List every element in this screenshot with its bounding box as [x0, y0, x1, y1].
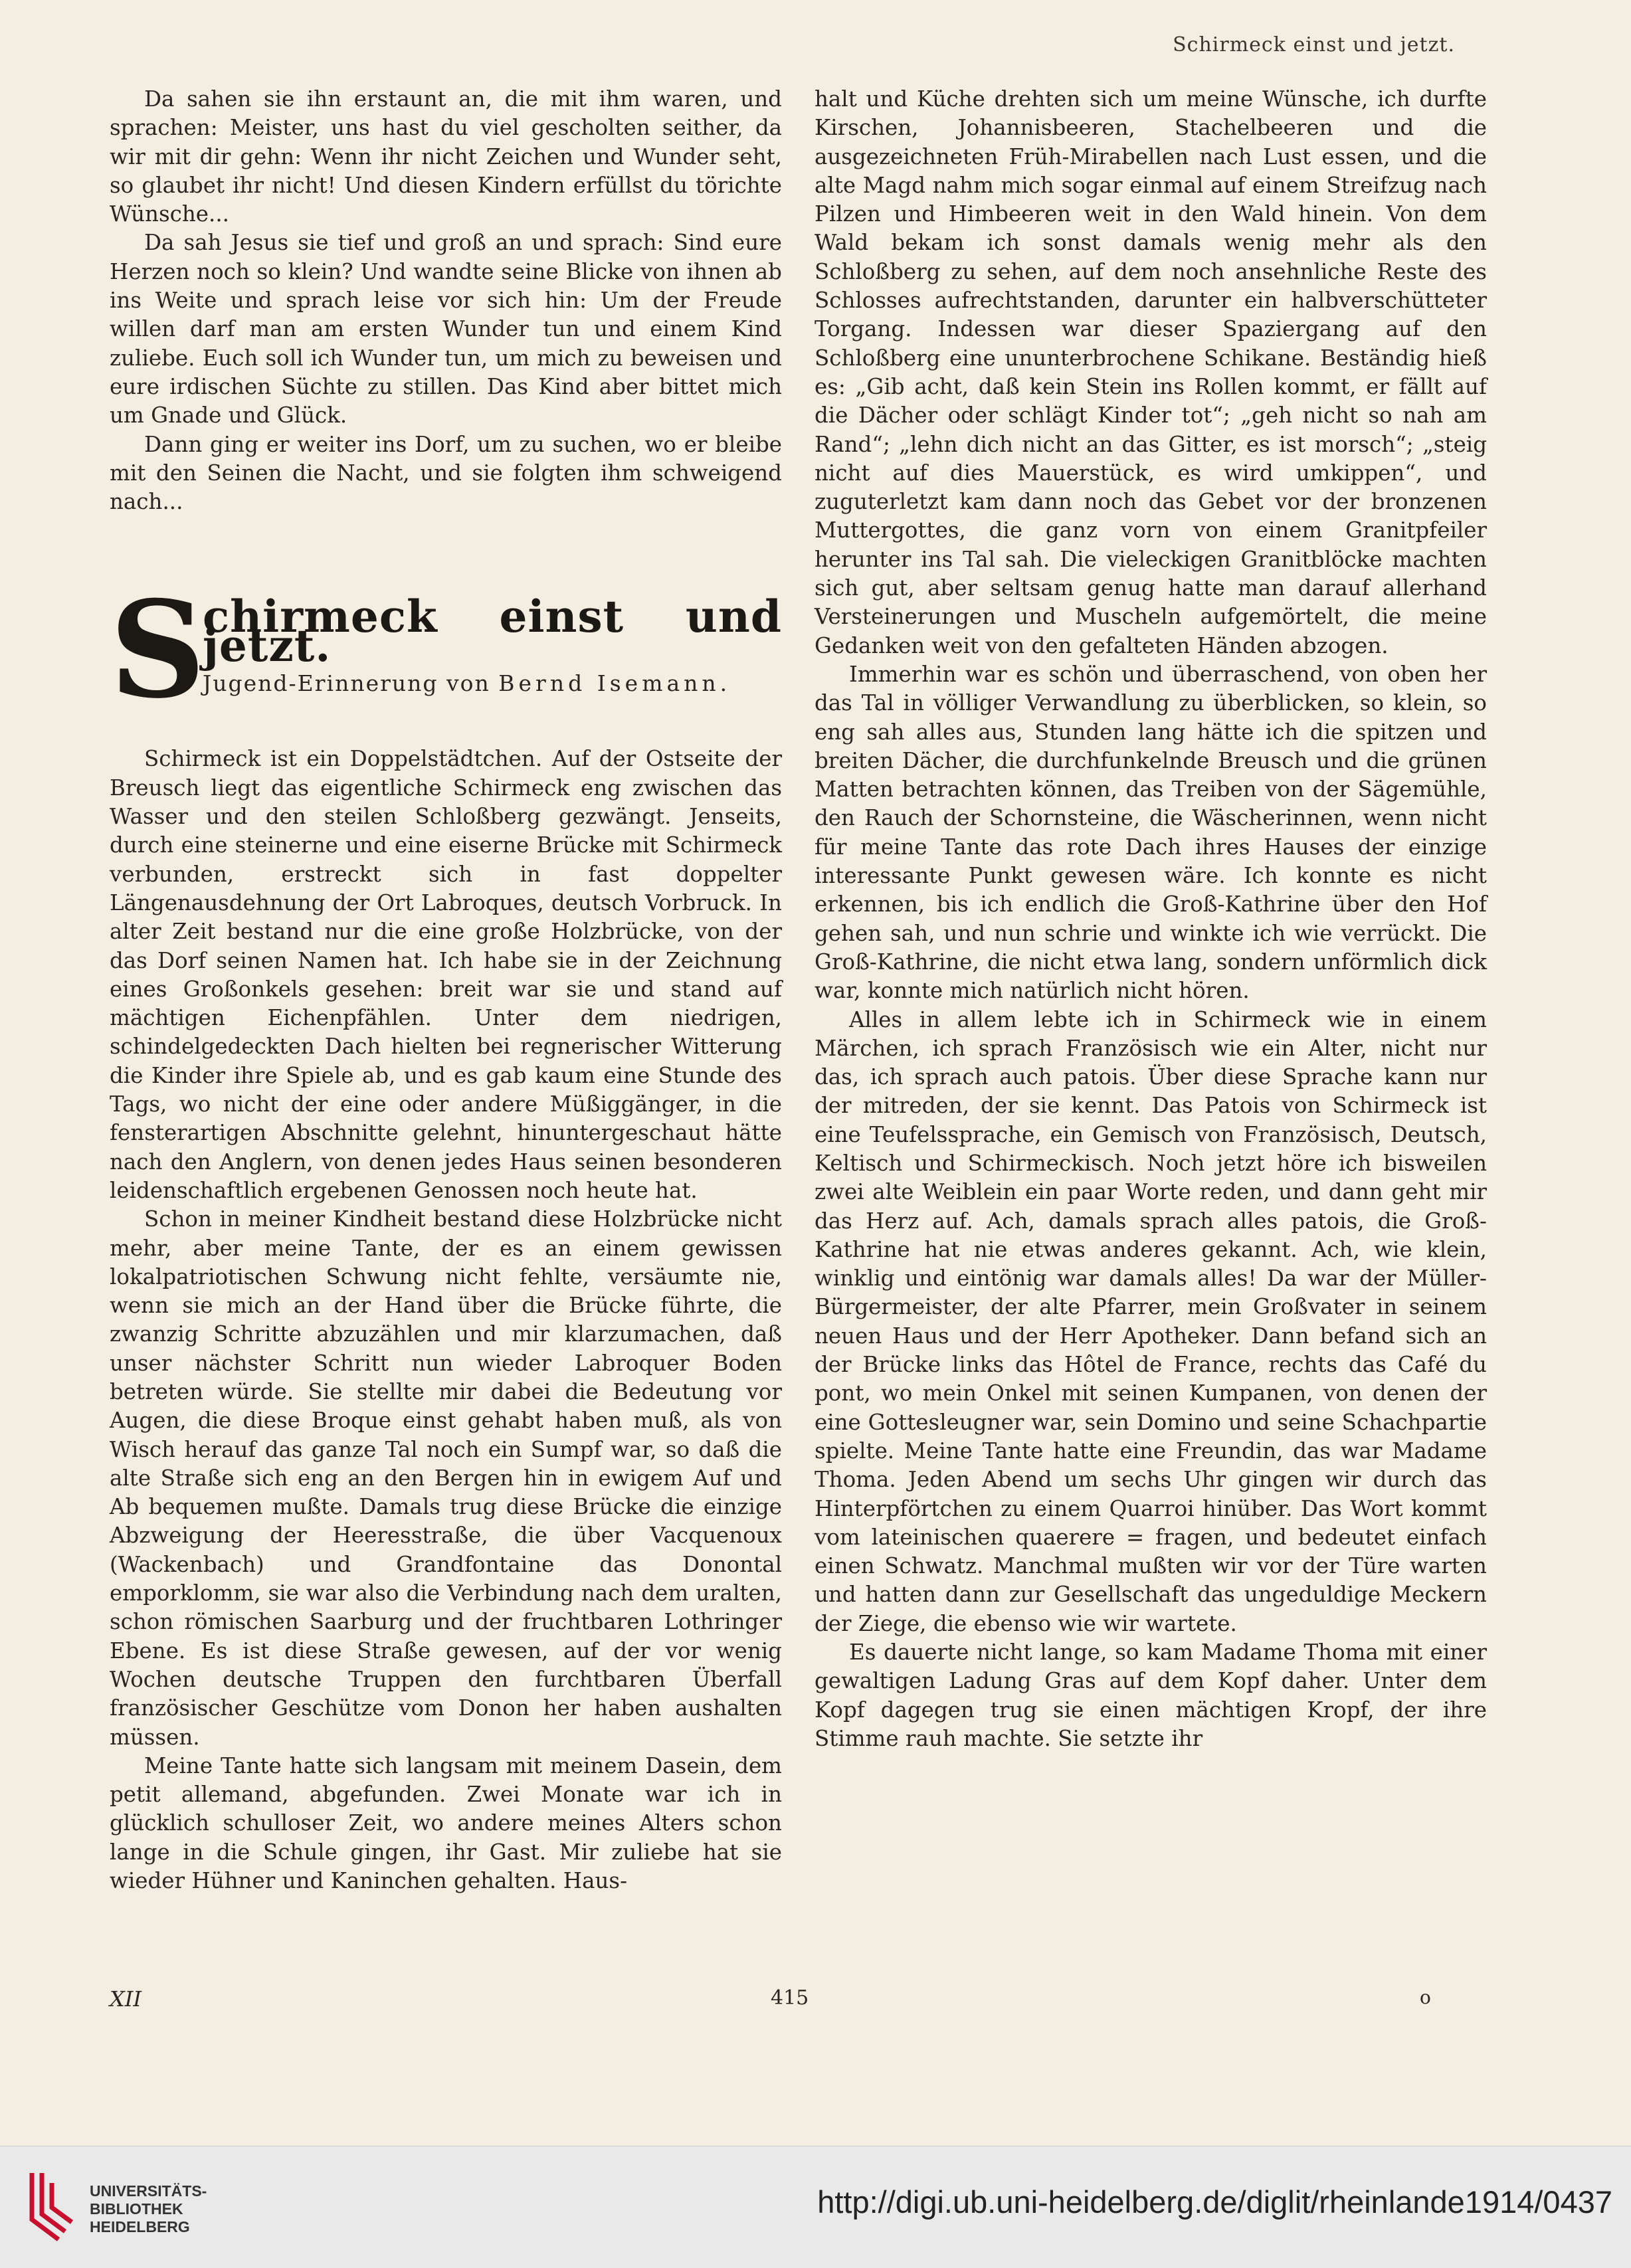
- paragraph: halt und Küche drehten sich um meine Wünsche, ich durfte Kirschen, Johannisbeeren, Stachelbeeren und die ausgezeichneten Früh-Mirabellen nach Lust essen, und die alte Magd nahm mich sogar einmal auf einem Streifzug nach Pilzen und Himbeeren weit in den Wald hinein. Von dem Wald bekam ich sonst damals wenig mehr als den Schloßberg zu sehen, auf dem noch ansehnliche Reste des Schlosses aufrechtstanden, darunter ein halbverschütteter Torgang. Indessen war dieser Spaziergang auf den Schloßberg eine ununterbrochene Schikane. Beständig hieß es: „Gib acht, daß kein Stein ins Rollen kommt, er fällt auf die Dächer oder schlägt Kinder tot“; „geh nicht so nah am Rand“; „lehn dich nicht an das Gitter, es ist morsch“; „steig nicht auf dies Mauerstück, es wird umkippen“, und zuguterletzt kam dann noch das Gebet vor der bronzenen Muttergottes, die ganz vorn von einem Granitpfeiler herunter ins Tal sah. Die vieleckigen Granitblöcke machten sich gut, aber seltsam genug hatte man darauf allerhand Versteinerungen und Muscheln aufgemörtelt, die meine Gedanken weit von den gefalteten Händen abzogen.: [815, 86, 1487, 658]
- paragraph: Da sahen sie ihn erstaunt an, die mit ihm waren, und sprachen: Meister, uns hast du viel gescholten seither, da wir mit dir gehn: Wenn ihr nicht Zeichen und Wunder seht, so glaubet ihr nicht! Und diesen Kindern erfüllst du törichte Wünsche...: [110, 86, 782, 227]
- logo-line: HEIDELBERG: [90, 2218, 190, 2235]
- paragraph: Da sah Jesus sie tief und groß an und sprach: Sind eure Herzen noch so klein? Und wandte seine Blicke von ihnen ab ins Weite und sprach leise vor sich hin: Um der Freude willen darf man am ersten Wunder tun und einem Kind zuliebe. Euch soll ich Wunder tun, um mich zu beweisen und eure irdischen Süchte zu stillen. Das Kind aber bittet mich um Gnade und Glück.: [110, 230, 782, 428]
- paragraph: Immerhin war es schön und überraschend, von oben her das Tal in völliger Verwandlung zu überblicken, so klein, so eng sah alles aus, Stunden lang hätte ich die spitzen und breiten Dächer, die durchfunkelnde Breusch und die grünen Matten betrachten können, das Treiben von der Sägemühle, den Rauch der Schornsteine, die Wäscherinnen, wenn nicht für meine Tante das rote Dach ihres Hauses der einzige interessante Punkt gewesen wäre. Ich konnte es nicht erkennen, bis ich endlich die Groß-Kathrine über den Hof gehen sah, und nun schrie und winkte ich wie verrückt. Die Groß-Kathrine, die nicht etwa lang, sondern unförmlich dick war, konnte mich natürlich nicht hören.: [815, 661, 1487, 1004]
- title-initial: S: [110, 572, 206, 729]
- page-number: 415: [771, 1986, 809, 2010]
- article-heading: [110, 572, 782, 735]
- author-name: Bernd Isemann.: [498, 670, 731, 697]
- source-url-link[interactable]: http://digi.ub.uni-heidelberg.de/diglit/rheinlande1914/0437: [817, 2184, 1612, 2220]
- paragraph: Alles in allem lebte ich in Schirmeck wie in einem Märchen, ich sprach Französisch wie ein Alter, nicht nur das, ich sprach auch patois. Über diese Sprache kann nur der mitreden, der sie kennt. Das Patois von Schirmeck ist eine Teufelssprache, ein Gemisch von Französisch, Deutsch, Keltisch und Schirmeckisch. Noch jetzt höre ich bisweilen zwei alte Weiblein ein paar Worte reden, und dann geht mir das Herz auf. Ach, damals sprach alles patois, die Groß-Kathrine hat nie etwas anderes gekannt. Ach, wie klein, winklig und eintönig war damals alles! Da war der Müller-Bürgermeister, der alte Pfarrer, mein Großvater in seinem neuen Haus und der Herr Apotheker. Dann befand sich an der Brücke links das Hôtel de France, rechts das Café du pont, wo mein Onkel mit seinen Kumpanen, von denen der eine Gottesleugner war, sein Domino und seine Schachpartie spielte. Meine Tante hatte eine Freundin, das war Madame Thoma. Jeden Abend um sechs Uhr gingen wir durch das Hinterpförtchen zu einem Quarroi hinüber. Das Wort kommt vom lateinischen quaerere = fragen, und bedeutet einfach einen Schwatz. Manchmal mußten wir vor der Türe warten und hatten dann zur Gesellschaft das ungeduldige Meckern der Ziege, die ebenso wie wir wartete.: [815, 1006, 1487, 1636]
- signature-mark: XII: [110, 1986, 142, 2012]
- paragraph: Es dauerte nicht lange, so kam Madame Thoma mit einer gewaltigen Ladung Gras auf dem Kopf daher. Unter dem Kopf dagegen trug sie einen mächtigen Kropf, der ihre Stimme rauh machte. Sie setzte ihr: [815, 1640, 1487, 1751]
- right-column: [815, 85, 1487, 1753]
- library-name: [90, 2182, 207, 2236]
- paragraph: Dann ging er weiter ins Dorf, um zu suchen, wo er bleibe mit den Seinen die Nacht, und sie folgten ihm schweigend nach...: [110, 431, 782, 515]
- running-head: Schirmeck einst und jetzt.: [1173, 33, 1455, 56]
- paragraph: Meine Tante hatte sich langsam mit meinem Dasein, dem petit allemand, abgefunden. Zwei Monate war ich in glücklich schulloser Zeit, wo andere meines Alters schon lange in die Schule gingen, ihr Gast. Mir zuliebe hat sie wieder Hühner und Kaninchen gehalten. Haus-: [110, 1752, 782, 1894]
- university-library-logo-icon: [19, 2166, 78, 2249]
- paragraph: Schirmeck ist ein Doppelstädtchen. Auf der Ostseite der Breusch liegt das eigentliche Schirmeck eng zwischen das Wasser und den steilen Schloßberg gezwängt. Jenseits, durch eine steinerne und eine eiserne Brücke mit Schirmeck verbunden, erstreckt sich in fast doppelter Längenausdehnung der Ort Labroques, deutsch Vorbruck. In alter Zeit bestand nur die eine große Holzbrücke, von der das Dorf seinen Namen hat. Ich habe sie in der Zeichnung eines Großonkels gesehen: breit war sie und stand auf mächtigen Eichenpfählen. Unter dem niedrigen, schindelgedeckten Dach hielten bei regnerischer Witterung die Kinder ihre Spiele ab, und es gab kaum eine Stunde des Tags, wo nicht der eine oder andere Müßiggänger, in die fensterartigen Abschnitte gelehnt, hinuntergeschaut hätte nach den Anglern, von denen jedes Haus seinen besonderen leidenschaftlich ergebenen Genossen noch heute hat.: [110, 746, 782, 1203]
- paragraph: Schon in meiner Kindheit bestand diese Holzbrücke nicht mehr, aber meine Tante, der es an einem gewissen lokalpatriotischen Schwung nicht fehlte, versäumte nie, wenn sie mich an der Hand über die Brücke führte, die zwanzig Schritte abzuzählen und mir klarzumachen, daß unser nächster Schritt nun wieder Labroquer Boden betreten würde. Sie stellte mir dabei die Bedeutung vor Augen, die diese Broque einst gehabt haben muß, als von Wisch herauf das ganze Tal noch ein Sumpf war, so daß die alte Straße sich eng an den Bergen hin in ewigem Auf und Ab bequemen mußte. Damals trug diese Brücke die einzige Abzweigung der Heeresstraße, die über Vacquenoux (Wackenbach) und Grandfontaine das Donontal emporklomm, sie war also die Verbindung nach dem uralten, schon römischen Saarburg und der fruchtbaren Lothringer Ebene. Es ist diese Straße gewesen, auf der vor wenig Wochen deutsche Truppen den furchtbaren Überfall französischer Geschütze vom Donon her haben aushalten müssen.: [110, 1206, 782, 1750]
- logo-line: BIBLIOTHEK: [90, 2200, 183, 2218]
- left-column: [110, 85, 782, 1895]
- subtitle-text: Jugend-Erinnerung von: [203, 670, 490, 697]
- library-bar: [0, 2146, 1631, 2268]
- small-mark: o: [1420, 1986, 1431, 2008]
- logo-line: UNIVERSITÄTS-: [90, 2182, 207, 2200]
- article-subtitle: [203, 669, 731, 698]
- article-title: chirmeck einst und jetzt.: [203, 591, 782, 672]
